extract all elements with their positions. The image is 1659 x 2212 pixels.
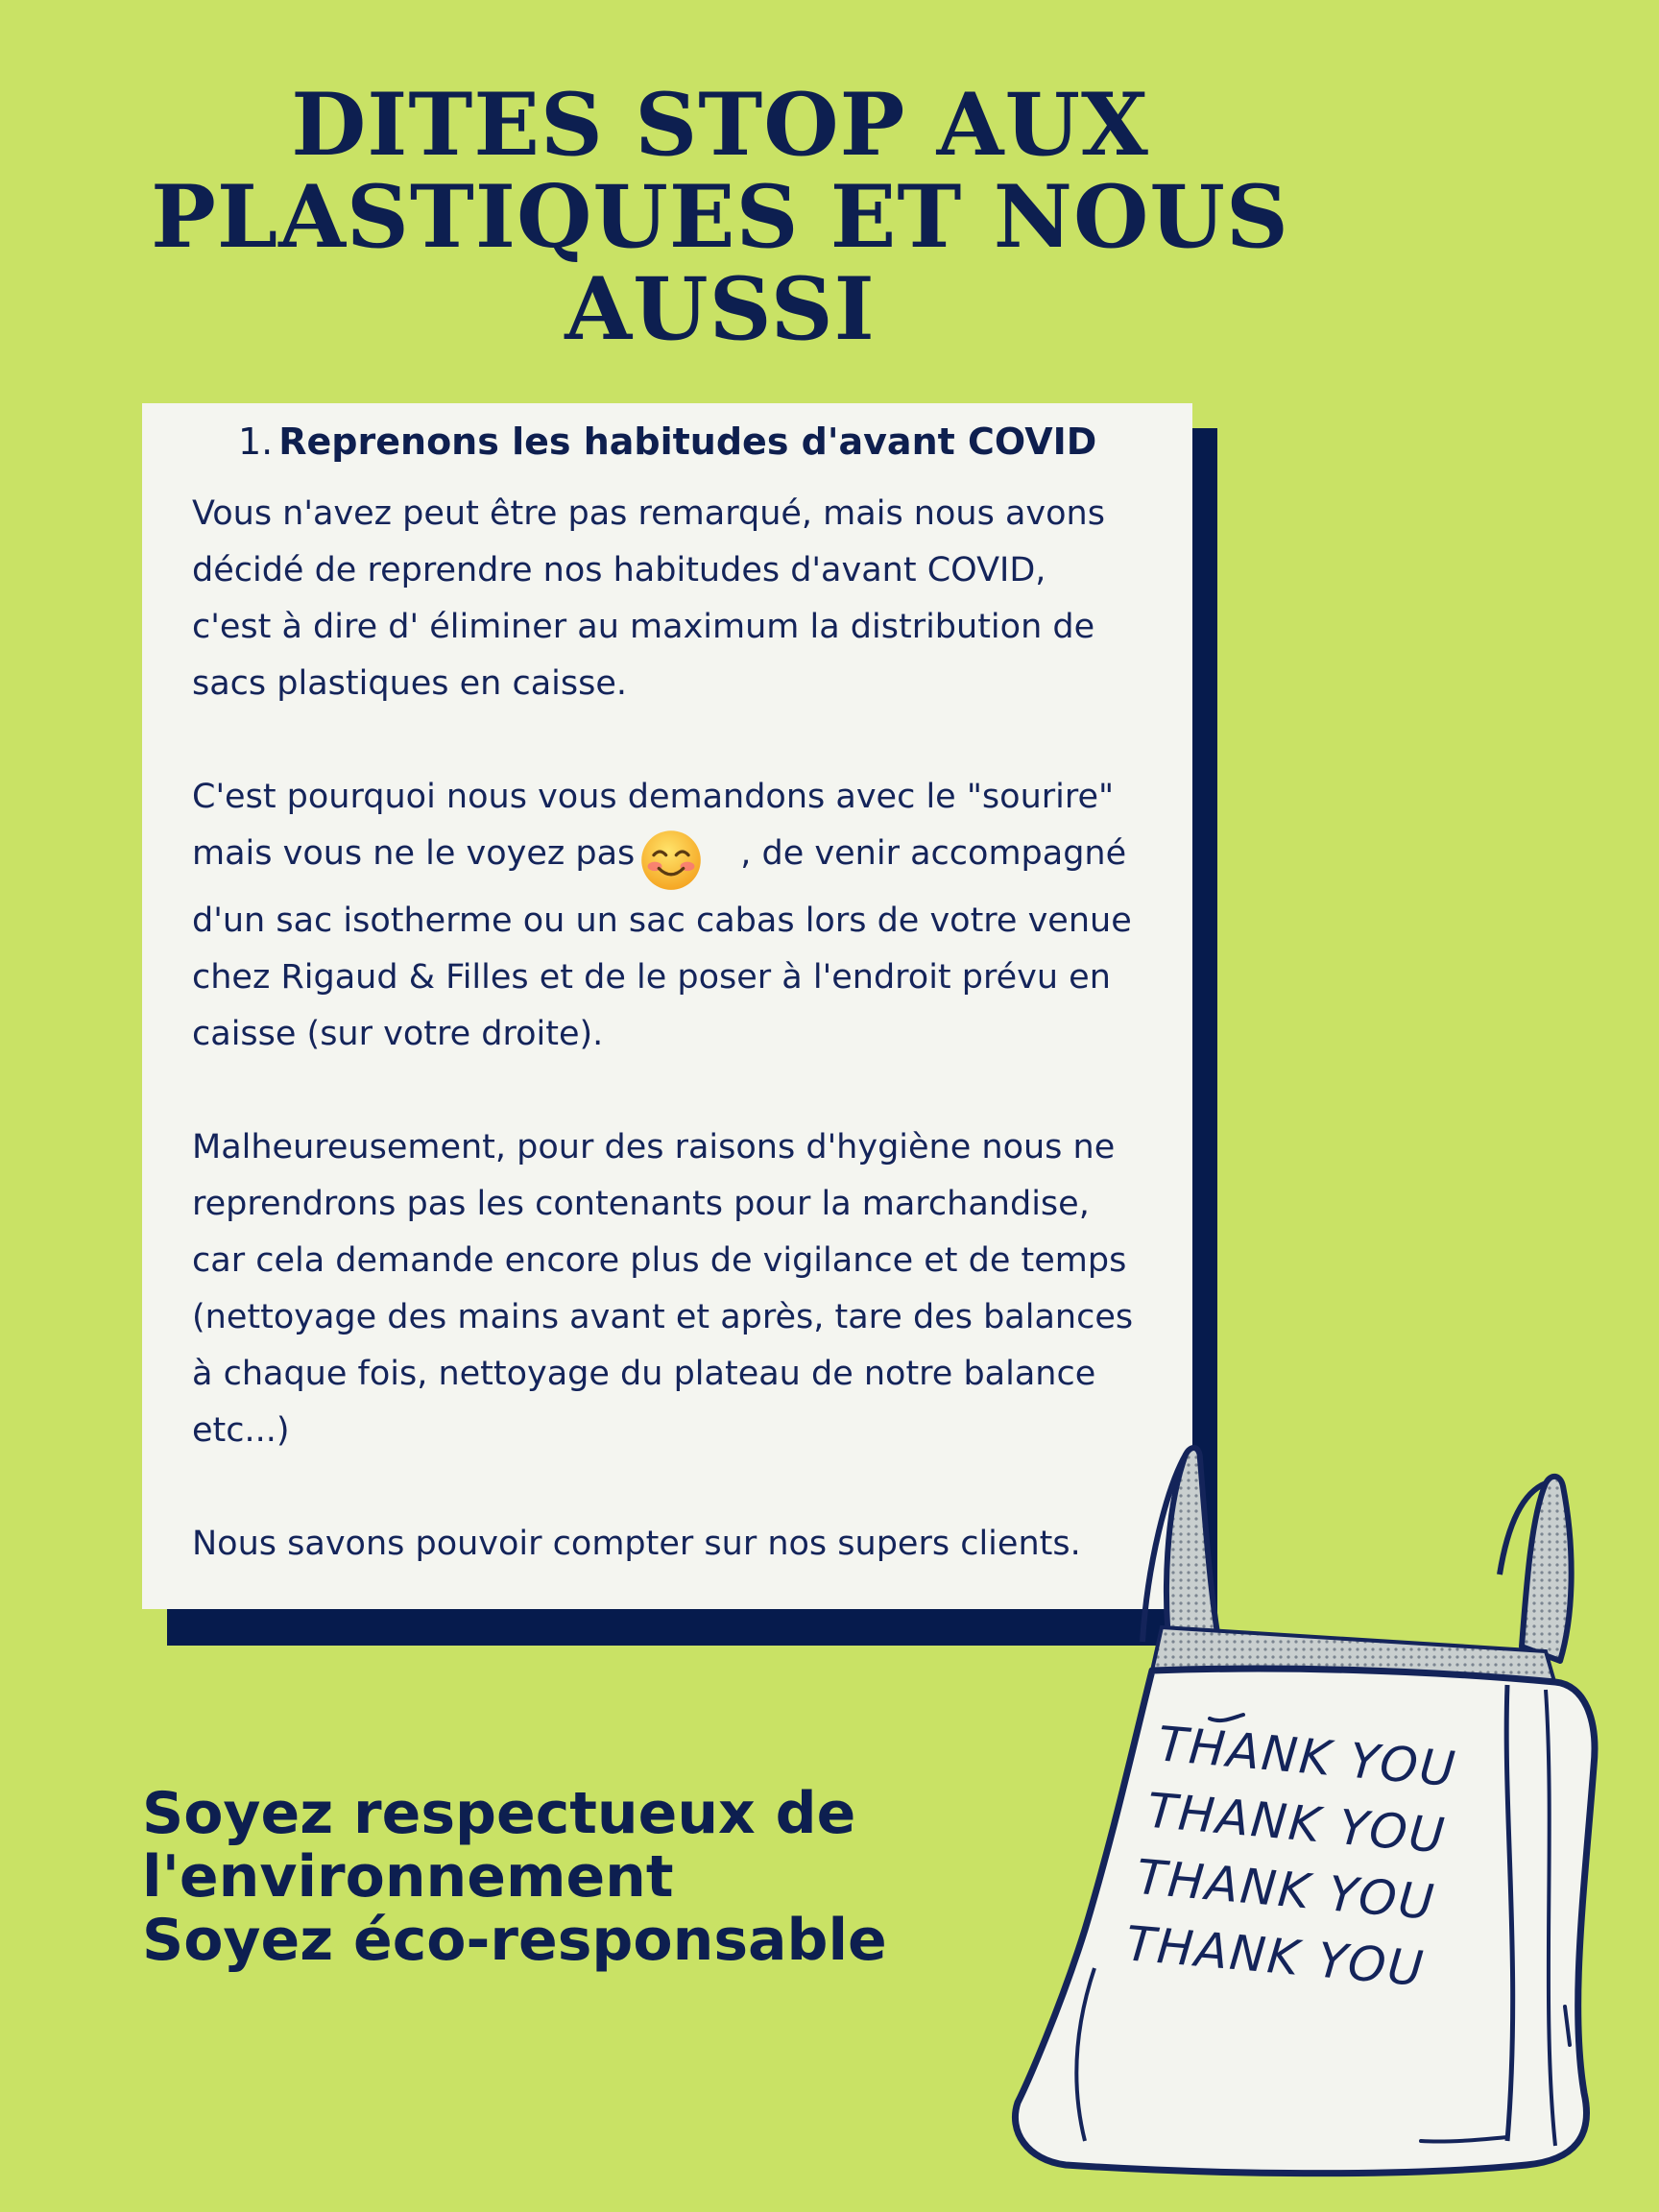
paragraph-1-line: décidé de reprendre nos habitudes d'avant COVID, bbox=[192, 551, 1046, 589]
paragraph-3-line: car cela demande encore plus de vigilance et de temps bbox=[192, 1241, 1127, 1280]
paragraph-1-line: c'est à dire d' éliminer au maximum la distribution de bbox=[192, 608, 1095, 646]
card-body bbox=[192, 486, 1181, 1573]
tagline-line-2: l'environnement bbox=[142, 1843, 674, 1911]
paragraph-2-line: caisse (sur votre droite). bbox=[192, 1015, 604, 1053]
bag-text-4: THANK YOU bbox=[1123, 1915, 1428, 1998]
title-line-1: DITES STOP AUX bbox=[291, 74, 1149, 176]
tagline-line-1: Soyez respectueux de bbox=[142, 1780, 856, 1847]
page-title bbox=[115, 74, 1325, 360]
bag-text-2: THANK YOU bbox=[1144, 1782, 1449, 1864]
heading-text: Reprenons les habitudes d'avant COVID bbox=[278, 421, 1097, 463]
paragraph-2-text-before: mais vous ne le voyez pas bbox=[192, 834, 636, 873]
paragraph-2-line: chez Rigaud & Filles et de le poser à l'endroit prévu en bbox=[192, 958, 1111, 997]
eco-tagline bbox=[142, 1782, 1006, 1972]
paragraph-1-line: Vous n'avez peut être pas remarqué, mais nous avons bbox=[192, 494, 1105, 533]
tagline-line-3: Soyez éco-responsable bbox=[142, 1907, 887, 1974]
paragraph-2-text-after: , de venir accompagné bbox=[740, 834, 1127, 873]
paragraph-3-line: à chaque fois, nettoyage du plateau de notre balance bbox=[192, 1355, 1096, 1393]
heading-number: 1. bbox=[238, 421, 274, 463]
paragraph-3-line: etc...) bbox=[192, 1411, 290, 1450]
paragraph-2-line: d'un sac isotherme ou un sac cabas lors de votre venue bbox=[192, 902, 1132, 940]
thank-you-bag-illustration bbox=[970, 1431, 1642, 2189]
paragraph-3-line: reprendrons pas les contenants pour la marchandise, bbox=[192, 1185, 1090, 1223]
paragraph-3-line: Malheureusement, pour des raisons d'hygiène nous ne bbox=[192, 1128, 1116, 1166]
title-line-2: PLASTIQUES ET NOUS bbox=[151, 166, 1289, 268]
title-line-3: AUSSI bbox=[565, 258, 876, 360]
paragraph-2-line-emoji bbox=[192, 826, 1181, 893]
info-card bbox=[142, 403, 1192, 1609]
card-heading bbox=[238, 411, 1198, 472]
bag-text-3: THANK YOU bbox=[1134, 1848, 1438, 1931]
smiling-face-icon bbox=[638, 828, 704, 893]
paragraph-4-line: Nous savons pouvoir compter sur nos supers clients. bbox=[192, 1525, 1081, 1563]
paragraph-1-line: sacs plastiques en caisse. bbox=[192, 664, 628, 703]
bag-text-1: THANK YOU bbox=[1155, 1716, 1459, 1798]
paragraph-2-line: C'est pourquoi nous vous demandons avec le "sourire" bbox=[192, 778, 1115, 816]
paragraph-3-line: (nettoyage des mains avant et après, tare des balances bbox=[192, 1298, 1134, 1336]
